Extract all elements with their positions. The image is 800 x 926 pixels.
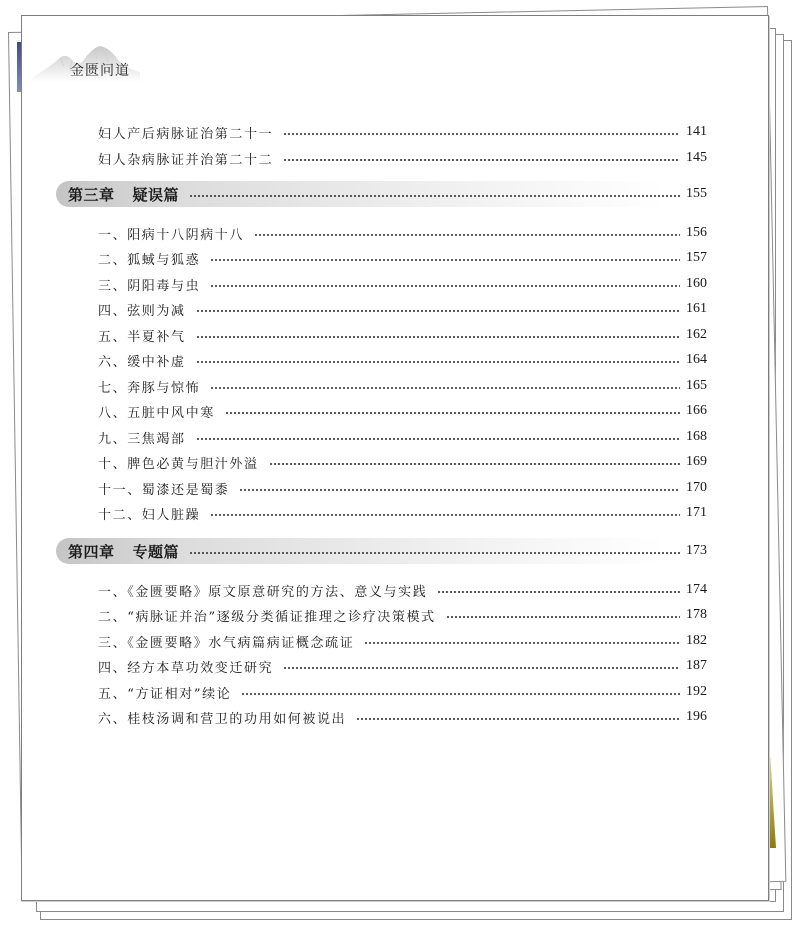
- dot-leader: [283, 159, 680, 161]
- toc-entry[interactable]: [98, 325, 710, 345]
- toc-entry[interactable]: [98, 376, 710, 396]
- dot-leader: [196, 361, 680, 363]
- toc-entry[interactable]: [98, 122, 710, 142]
- dot-leader: [210, 387, 680, 389]
- toc-entry-title: 六、桂枝汤调和营卫的功用如何被说出: [98, 711, 347, 727]
- toc-entry[interactable]: [98, 148, 710, 168]
- toc-entry-title: 妇人杂病脉证并治第二十二: [98, 152, 274, 168]
- toc-entry-page: 162: [686, 327, 707, 342]
- toc-entry[interactable]: [98, 478, 710, 498]
- toc-entry-title: 一、阳病十八阴病十八: [98, 227, 245, 243]
- dot-leader: [269, 463, 680, 465]
- chapter-name: 专题篇: [132, 542, 180, 561]
- toc-entry-title: 八、五脏中风中寒: [98, 405, 215, 421]
- toc-entry[interactable]: [98, 656, 710, 676]
- toc-entry-title: 一、《金匮要略》原文原意研究的方法、意义与实践: [98, 584, 428, 600]
- chapter-number: 第三章: [68, 185, 115, 204]
- toc-entry[interactable]: [98, 223, 710, 243]
- toc-entry[interactable]: [98, 401, 710, 421]
- toc-entry-title: 九、三焦竭部: [98, 431, 186, 447]
- dot-leader: [210, 285, 680, 287]
- toc-entry-page: 165: [686, 378, 707, 393]
- toc-entry-title: 四、经方本草功效变迁研究: [98, 660, 274, 676]
- running-header-title: 金匮问道: [70, 63, 130, 79]
- dot-leader: [254, 234, 680, 236]
- dot-leader: [283, 667, 680, 669]
- toc-entry-title: 十二、妇人脏躁: [98, 507, 201, 523]
- toc-entry-page: 160: [686, 276, 707, 291]
- toc-entry-page: 156: [686, 225, 707, 240]
- toc-entry-title: 五、“方证相对”续论: [98, 686, 232, 702]
- toc-entry[interactable]: [98, 248, 710, 268]
- toc-entry-title: 十、脾色必黄与胆汁外溢: [98, 456, 259, 472]
- toc-entry-page: 174: [686, 582, 707, 597]
- toc-entry-title: 十一、蜀漆还是蜀黍: [98, 482, 230, 498]
- toc-entry-page: 169: [686, 454, 707, 469]
- chapter-page: 155: [686, 186, 707, 201]
- chapter-heading-title: [68, 184, 179, 205]
- dot-leader: [196, 336, 680, 338]
- dot-leader: [196, 438, 680, 440]
- dot-leader: [364, 642, 680, 644]
- toc-entry-title: 三、《金匮要略》水气病篇病证概念疏证: [98, 635, 355, 651]
- dot-leader: [356, 718, 680, 720]
- toc-entry[interactable]: [98, 452, 710, 472]
- toc-entry-page: 196: [686, 709, 707, 724]
- dot-leader: [283, 133, 680, 135]
- toc-entry[interactable]: [98, 350, 710, 370]
- chapter-name: 疑误篇: [132, 185, 180, 204]
- dot-leader: [225, 412, 680, 414]
- toc-entry-title: 七、奔豚与惊怖: [98, 380, 201, 396]
- dot-leader: [210, 514, 680, 516]
- dot-leader: [437, 591, 680, 593]
- toc-page: [21, 15, 769, 901]
- toc-entry-page: 168: [686, 429, 707, 444]
- toc-entry-page: 178: [686, 607, 707, 622]
- dot-leader: [241, 693, 680, 695]
- chapter-number: 第四章: [68, 542, 115, 561]
- toc-entry-page: 182: [686, 633, 707, 648]
- toc-entry-page: 157: [686, 250, 707, 265]
- toc-entry-title: 妇人产后病脉证治第二十一: [98, 126, 274, 142]
- toc-entry-title: 四、弦则为减: [98, 303, 186, 319]
- toc-entry[interactable]: [98, 299, 710, 319]
- dot-leader: [210, 259, 680, 261]
- toc-entry-page: 161: [686, 301, 707, 316]
- toc-entry[interactable]: [98, 274, 710, 294]
- toc-entry-page: 166: [686, 403, 707, 418]
- dot-leader: [189, 552, 680, 554]
- toc-entry-page: 187: [686, 658, 707, 673]
- toc-entry-title: 五、半夏补气: [98, 329, 186, 345]
- toc-entry-page: 164: [686, 352, 707, 367]
- chapter-heading-title: [68, 541, 179, 562]
- chapter-heading-3[interactable]: [68, 184, 710, 204]
- chapter-page: 173: [686, 543, 707, 558]
- toc-entry[interactable]: [98, 605, 710, 625]
- toc-entry[interactable]: [98, 707, 710, 727]
- toc-entry-page: 171: [686, 505, 707, 520]
- toc-entry[interactable]: [98, 427, 710, 447]
- dot-leader: [446, 616, 680, 618]
- toc-entry-title: 二、狐蜮与狐惑: [98, 252, 201, 268]
- toc-entry[interactable]: [98, 503, 710, 523]
- toc-entry[interactable]: [98, 580, 710, 600]
- toc-entry[interactable]: [98, 682, 710, 702]
- toc-entry-page: 192: [686, 684, 707, 699]
- toc-entry[interactable]: [98, 631, 710, 651]
- toc-entry-page: 141: [686, 124, 707, 139]
- toc-entry-title: 六、缓中补虚: [98, 354, 186, 370]
- dot-leader: [196, 310, 680, 312]
- toc-entry-title: 三、阴阳毒与虫: [98, 278, 201, 294]
- dot-leader: [239, 489, 680, 491]
- toc-entry-title: 二、“病脉证并治”逐级分类循证推理之诊疗决策模式: [98, 609, 436, 625]
- toc-entry-page: 145: [686, 150, 707, 165]
- toc-entry-page: 170: [686, 480, 707, 495]
- dot-leader: [189, 195, 680, 197]
- chapter-heading-4[interactable]: [68, 541, 710, 561]
